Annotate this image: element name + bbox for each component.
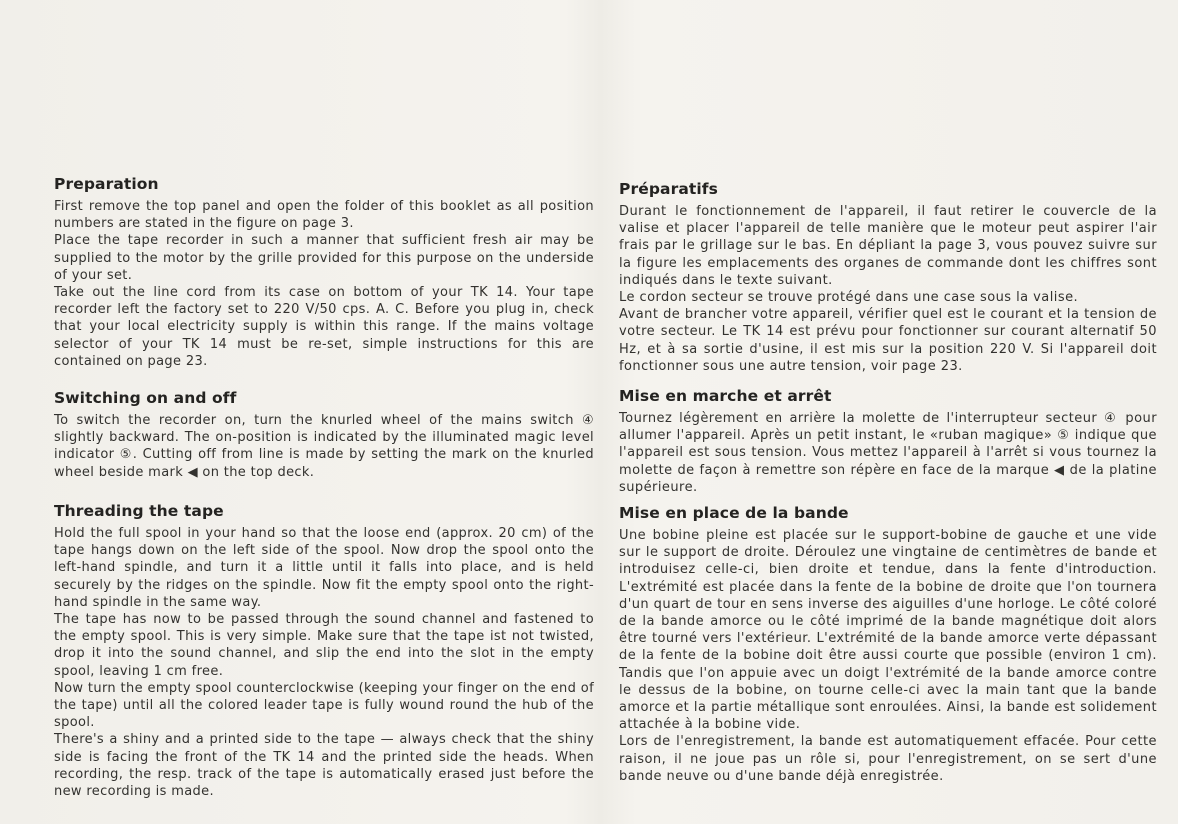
paragraph: Lors de l'enregistrement, la bande est automatiquement effacée. Pour cette raison, il ne joue pas un rôle si, pour l'enregistrement, on se sert d'une bande neuve ou d'une bande déjà enregistrée.: [619, 734, 1157, 784]
heading-bande: Mise en place de la bande: [619, 504, 849, 522]
section-marche: [619, 387, 1157, 496]
paragraph: There's a shiny and a printed side to the tape — always check that the shiny side is facing the front of the TK 14 and the printed side the heads. When recording, the resp. track of the tape is automatically erased just before the new recording is made.: [54, 732, 594, 800]
paragraph: Take out the line cord from its case on bottom of your TK 14. Your tape recorder left the factory set to 220 V/50 cps. A. C. Before you plug in, check that your local electricity supply is within this range. If the mains voltage selector of your TK 14 must be re-set, simple instructions for this are contained on page 23.: [54, 285, 594, 369]
paragraph: Durant le fonctionnement de l'appareil, il faut retirer le couvercle de la valise et placer l'appareil de telle manière que le moteur peut aspirer l'air frais par le grillage sur le bas. En dépliant la page 3, vous pouvez suivre sur la figure les emplacements des organes de commande dont les chiffres sont indiqués dans le texte suivant.: [619, 204, 1157, 288]
section-preparatifs: [619, 180, 1157, 375]
section-threading: [54, 502, 594, 800]
section-bande: [619, 504, 1157, 785]
paragraph: To switch the recorder on, turn the knurled wheel of the mains switch ④ slightly backward. The on-position is indicated by the illuminated magic level indicator ⑤. Cutting off from line is made by setting the mark on the knurled wheel beside mark ◀ on the top deck.: [54, 413, 594, 480]
heading-preparatifs: Préparatifs: [619, 180, 718, 198]
paragraph: Tournez légèrement en arrière la molette de l'interrupteur secteur ④ pour allumer l'appareil. Après un petit instant, le «ruban magique» ⑤ indique que l'appareil est sous tension. Vous mettez l'appareil à l'arrêt si vous tournez la molette de façon à remettre son répère en face de la marque ◀ de la platine supérieure.: [619, 411, 1157, 495]
paragraph: First remove the top panel and open the folder of this booklet as all position numbers are stated in the figure on page 3.: [54, 199, 594, 232]
paragraph: Place the tape recorder in such a manner that sufficient fresh air may be supplied to the motor by the grille provided for this purpose on the underside of your set.: [54, 233, 594, 283]
paragraph: Avant de brancher votre appareil, vérifier quel est le courant et la tension de votre secteur. Le TK 14 est prévu pour fonctionner sur courant alternatif 50 Hz, et à sa sortie d'usine, il est mis sur la position 220 V. Si l'appareil doit fonctionner sous une autre tension, voir page 23.: [619, 307, 1157, 374]
section-preparation: [54, 175, 594, 370]
heading-threading: Threading the tape: [54, 502, 224, 520]
heading-preparation: Preparation: [54, 175, 159, 193]
paragraph: Le cordon secteur se trouve protégé dans une case sous la valise.: [619, 290, 1079, 306]
section-switching: [54, 389, 594, 481]
paragraph: The tape has now to be passed through the sound channel and fastened to the empty spool. This is very simple. Make sure that the tape ist not twisted, drop it into the sound channel, and slip the end into the slot in the empty spool, leaving 1 cm free.: [54, 612, 594, 679]
heading-switching: Switching on and off: [54, 389, 237, 407]
paragraph: Hold the full spool in your hand so that the loose end (approx. 20 cm) of the tape hangs down on the left side of the spool. Now drop the spool onto the left-hand spindle, and turn it a little until it falls into place, and is held securely by the ridges on the spindle. Now fit the empty spool onto the right-hand spindle in the same way.: [54, 526, 594, 610]
heading-marche: Mise en marche et arrêt: [619, 387, 832, 405]
paragraph: Now turn the empty spool counterclockwise (keeping your finger on the end of the tape) until all the colored leader tape is fully wound round the hub of the spool.: [54, 680, 594, 731]
paragraph: Une bobine pleine est placée sur le support-bobine de gauche et une vide sur le support de droite. Déroulez une vingtaine de centimètres de bande et introduisez celle-ci, bien droite et tendue, dans la fente d'introduction. L'extrémité est placée dans la fente de la bobine de droite que l'on tournera d'un quart de tour en sens inverse des aiguilles d'une horloge. Le côté coloré de la bande amorce ou le côté imprimé de la bande magnétique doit alors être tourné vers l'extérieur. L'extrémité de la bande amorce verte dépassant de la fente de la bobine doit être aussi courte que possible (environ 1 cm). Tandis que l'on appuie avec un doigt l'extrémité de la bande amorce contre le dessus de la bobine, on tourne celle-ci avec la main tant que la bande amorce et la partie métallique sont enroulées. Ainsi, la bande est solidement attachée à la bobine vide.: [619, 528, 1158, 733]
